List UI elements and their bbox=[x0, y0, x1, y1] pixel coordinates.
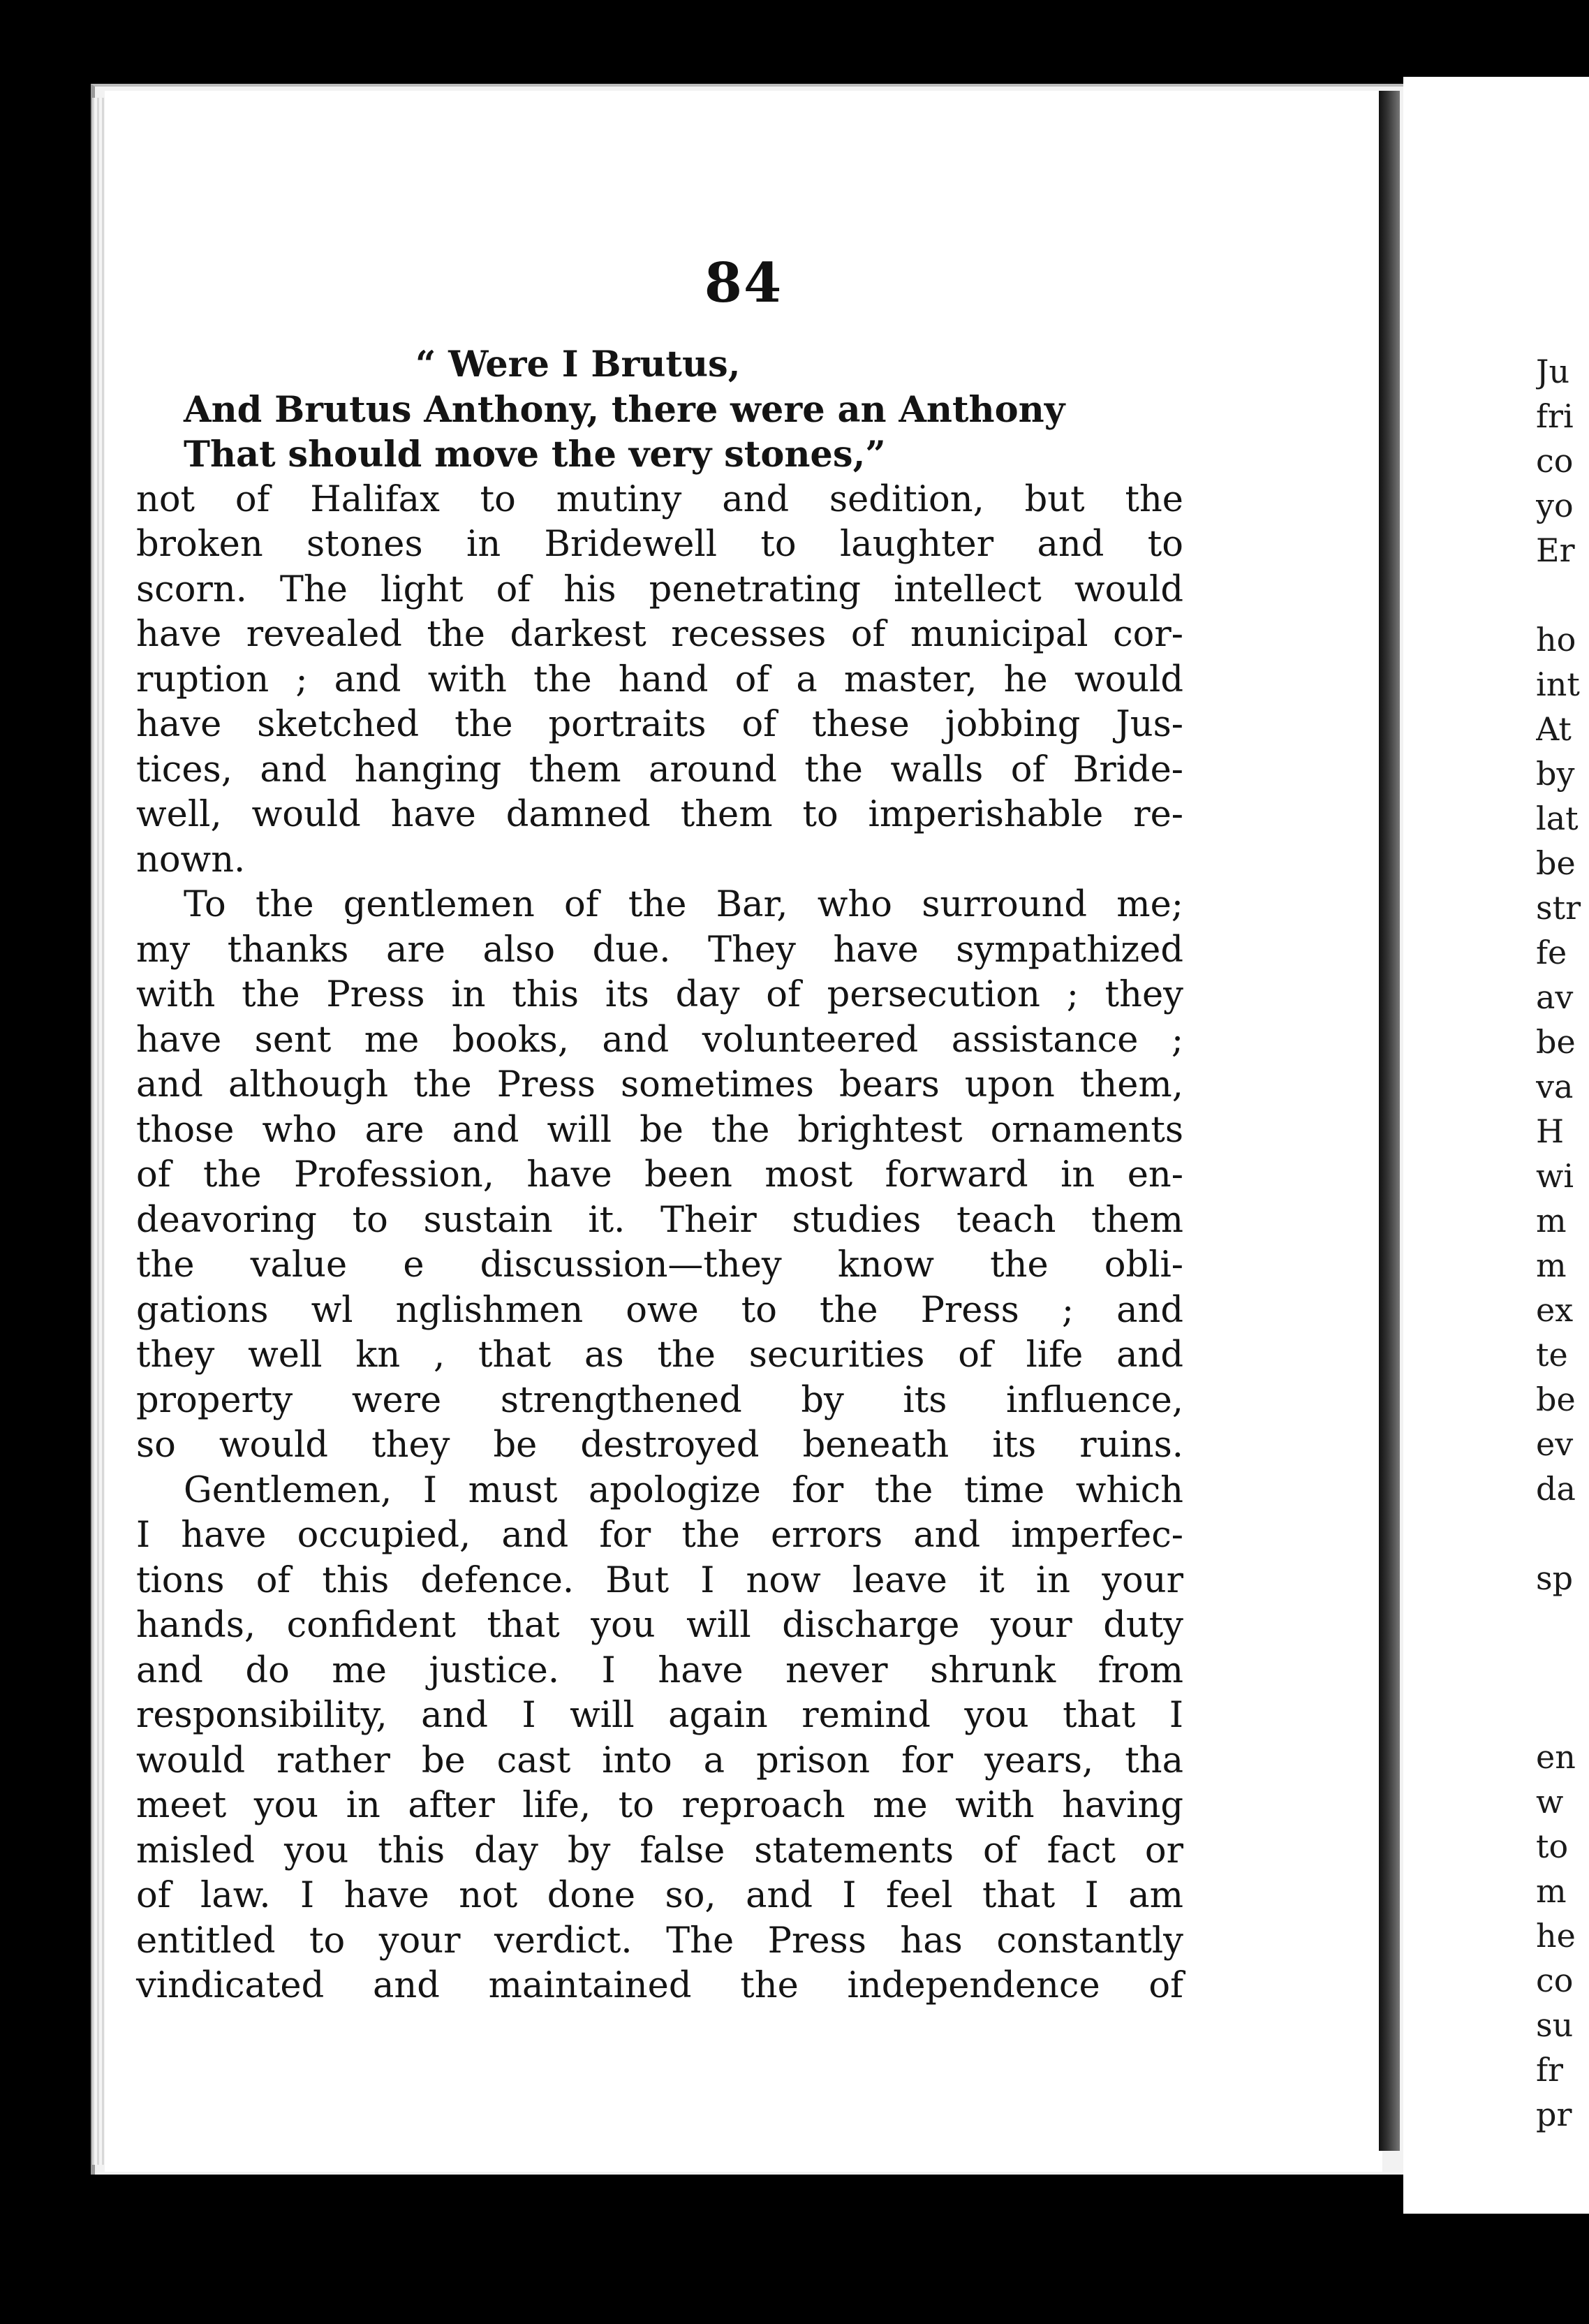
facing-fragment: fr bbox=[1536, 2051, 1564, 2089]
text-line: misled you this day by false statements of fact or bbox=[136, 1830, 1183, 1871]
facing-fragment: int bbox=[1536, 665, 1580, 703]
facing-fragment bbox=[1536, 573, 1589, 617]
facing-fragment: va bbox=[1536, 1068, 1574, 1105]
text-line: entitled to your verdict. The Press has constantly bbox=[136, 1920, 1183, 1962]
facing-fragment bbox=[1536, 1645, 1589, 1690]
facing-fragment: co bbox=[1536, 1962, 1574, 1999]
facing-fragment: fri bbox=[1536, 397, 1574, 435]
facing-fragment: be bbox=[1536, 1381, 1576, 1418]
page-text bbox=[136, 342, 1183, 2009]
facing-fragment: m bbox=[1536, 1202, 1567, 1240]
text-line: scorn. The light of his penetrating intellect would bbox=[136, 568, 1183, 610]
text-line: the value e discussion—they know the obli- bbox=[136, 1244, 1183, 1286]
text-line: have revealed the darkest recesses of municipal cor- bbox=[136, 614, 1183, 655]
text-line: vindicated and maintained the independence of bbox=[136, 1965, 1183, 2006]
text-line: of law. I have not done so, and I feel that I am bbox=[136, 1875, 1183, 1916]
text-line: and although the Press sometimes bears upon them, bbox=[136, 1064, 1183, 1105]
text-line: responsibility, and I will again remind you that I bbox=[136, 1695, 1183, 1736]
facing-fragment: te bbox=[1536, 1336, 1568, 1374]
facing-fragment bbox=[1536, 1511, 1589, 1556]
text-line: meet you in after life, to reproach me with having bbox=[136, 1785, 1183, 1826]
facing-fragment: yo bbox=[1536, 487, 1574, 524]
facing-fragment: da bbox=[1536, 1470, 1576, 1508]
verse-line: That should move the very stones,” bbox=[184, 434, 886, 476]
text-line: broken stones in Bridewell to laughter and to bbox=[136, 524, 1183, 565]
facing-fragment: At bbox=[1536, 710, 1572, 748]
text-line: nown. bbox=[136, 839, 246, 881]
page-number: 84 bbox=[704, 251, 783, 315]
facing-fragment: pr bbox=[1536, 2096, 1572, 2133]
facing-fragment: fe bbox=[1536, 934, 1567, 971]
facing-page-text-fragments bbox=[1536, 349, 1589, 2137]
facing-fragment: ev bbox=[1536, 1425, 1574, 1463]
facing-fragment: ho bbox=[1536, 621, 1576, 659]
text-line: hands, confident that you will discharge your duty bbox=[136, 1605, 1183, 1646]
facing-fragment: Er bbox=[1536, 531, 1575, 569]
text-line: so would they be destroyed beneath its ruins. bbox=[136, 1425, 1183, 1466]
text-line: they well kn , that as the securities of life and bbox=[136, 1334, 1183, 1376]
facing-fragment: m bbox=[1536, 1872, 1567, 1910]
facing-fragment: m bbox=[1536, 1246, 1567, 1284]
text-line: of the Profession, have been most forward in en- bbox=[136, 1154, 1183, 1196]
text-line: deavoring to sustain it. Their studies teach them bbox=[136, 1199, 1183, 1241]
paragraph-start-line: To the gentlemen of the Bar, who surround me; bbox=[184, 884, 1183, 925]
facing-fragment bbox=[1536, 1601, 1589, 1645]
text-line: well, would have damned them to imperishable re- bbox=[136, 794, 1183, 835]
text-line: not of Halifax to mutiny and sedition, but the bbox=[136, 478, 1183, 520]
text-line: have sketched the portraits of these jobbing Jus- bbox=[136, 704, 1183, 745]
text-line: would rather be cast into a prison for years, tha bbox=[136, 1740, 1183, 1781]
facing-fragment: co bbox=[1536, 442, 1574, 480]
text-line: ruption ; and with the hand of a master, he would bbox=[136, 659, 1183, 700]
text-line: those who are and will be the brightest ornaments bbox=[136, 1109, 1183, 1151]
text-line: I have occupied, and for the errors and imperfec- bbox=[136, 1515, 1183, 1556]
facing-fragment: wi bbox=[1536, 1157, 1574, 1195]
text-line: have sent me books, and volunteered assistance ; bbox=[136, 1019, 1183, 1061]
facing-fragment: en bbox=[1536, 1738, 1576, 1776]
text-line: with the Press in this its day of persecution ; they bbox=[136, 974, 1183, 1015]
facing-fragment: be bbox=[1536, 1023, 1576, 1061]
verse-line: And Brutus Anthony, there were an Anthony bbox=[184, 388, 1065, 431]
facing-fragment: be bbox=[1536, 844, 1576, 882]
text-line: tices, and hanging them around the walls of Bride- bbox=[136, 749, 1183, 790]
facing-fragment: str bbox=[1536, 889, 1581, 927]
text-line: tions of this defence. But I now leave it in your bbox=[136, 1559, 1183, 1601]
facing-fragment: to bbox=[1536, 1827, 1569, 1865]
text-line: my thanks are also due. They have sympathized bbox=[136, 929, 1183, 971]
facing-fragment: by bbox=[1536, 755, 1575, 793]
facing-fragment: su bbox=[1536, 2006, 1574, 2044]
facing-fragment: ex bbox=[1536, 1291, 1574, 1329]
facing-fragment: lat bbox=[1536, 800, 1579, 837]
facing-fragment: H bbox=[1536, 1112, 1565, 1150]
text-line: and do me justice. I have never shrunk from bbox=[136, 1649, 1183, 1691]
text-line: gations wl nglishmen owe to the Press ; and bbox=[136, 1289, 1183, 1331]
text-line: property were strengthened by its influence, bbox=[136, 1379, 1183, 1421]
verse-line: “ Were I Brutus, bbox=[415, 344, 741, 385]
facing-fragment bbox=[1536, 1690, 1589, 1735]
facing-fragment: he bbox=[1536, 1917, 1576, 1955]
paragraph-start-line: Gentlemen, I must apologize for the time which bbox=[184, 1469, 1183, 1511]
facing-fragment: av bbox=[1536, 978, 1574, 1016]
facing-fragment: sp bbox=[1536, 1559, 1574, 1597]
facing-fragment: Ju bbox=[1536, 353, 1570, 390]
facing-fragment: w bbox=[1536, 1783, 1564, 1821]
book-gutter bbox=[1379, 91, 1400, 2151]
